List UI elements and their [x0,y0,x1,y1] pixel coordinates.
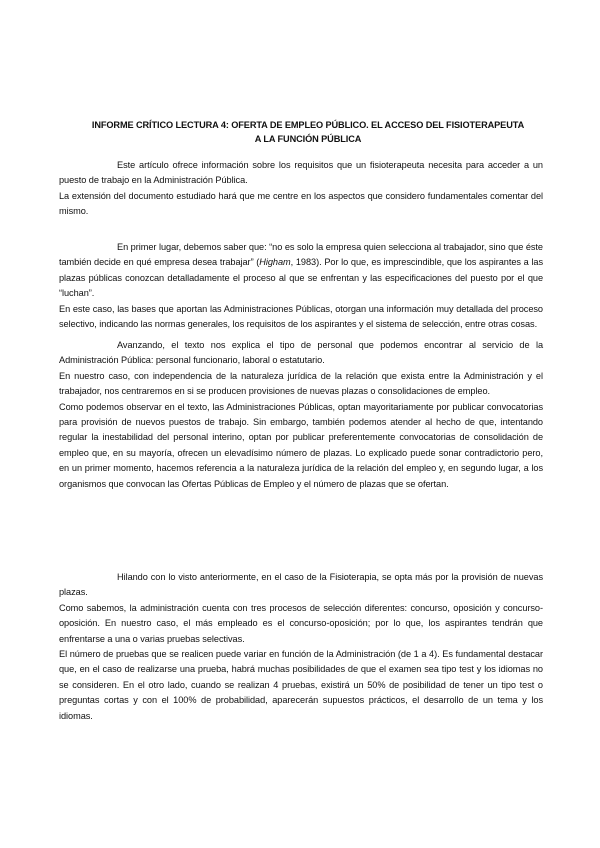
citation-author: Higham [259,257,291,268]
paragraph: Este artículo ofrece información sobre los requisitos que un fisioterapeuta necesita para acceder a un puesto de trabajo en la Administración Pública. [59,160,543,186]
section-first-point [59,240,543,332]
section-intro [59,158,543,220]
paragraph: En este caso, las bases que aportan las Administraciones Públicas, otorgan una información muy detallada del proceso selectivo, indicando las normas generales, los requisitos de los aspirantes y el sistema de selección, entre otras cosas. [59,303,543,330]
paragraph: El número de pruebas que se realicen puede variar en función de la Administración (de 1 a 4). Es fundamental destacar que, en el caso de realizarse una prueba, habrá muchas posibilidades de que el examen sea tipo test y los idiomas no se consideren. En el otro lado, cuando se realizan 4 pruebas, existirá un 50% de posibilidad de tener un tipo test o preguntas cortas y con el 100% de probabilidad, aparecerán supuestos prácticos, el desarrollo de un tema y los idiomas. [59,649,543,721]
paragraph-text: , 1983). Por lo que, es imprescindible, que los aspirantes a las plazas públicas conozcan detalladamente el proceso al que se enfrentan y las especificaciones del puesto por el que “luchan”. [59,257,543,299]
paragraph: En nuestro caso, con independencia de la naturaleza jurídica de la relación que exista entre la Administración y el trabajador, nos centraremos en si se producen provisiones de nuevas plazas o consolidaciones de empleo. [59,370,543,397]
paragraph: La extensión del documento estudiado hará que me centre en los aspectos que considero fundamentales comentar del mismo. [59,190,543,217]
paragraph [59,240,543,302]
section-personnel [59,338,543,492]
paragraph-text: En primer lugar, debemos saber que: “no es solo la empresa quien selecciona al trabajador, sino que éste también decide en qué empresa desea trabajar” ( [59,242,543,268]
document-title: INFORME CRÍTICO LECTURA 4: OFERTA DE EMPLEO PÚBLICO. EL ACCESO DEL FISIOTERAPEUTA A LA FUNCIÓN PÚBLICA [91,120,525,144]
section-physiotherapy [59,570,543,724]
paragraph: Como podemos observar en el texto, las Administraciones Públicas, optan mayoritariamente por publicar convocatorias para provisión de nuevos puestos de trabajo. Sin embargo, también podemos atender al hecho de que, intentando regular la inestabilidad del personal interino, optan por publicar preferentemente convocatorias de consolidación de empleo que, en su mayoría, ofrecen un elevadísimo número de plazas. Lo explicado puede sonar contradictorio pero, en un primer momento, hacemos referencia a la naturaleza jurídica de la relación del empleo y, en segundo lugar, a los organismos que convocan las Ofertas Públicas de Empleo y el número de plazas que se ofertan. [59,401,543,489]
paragraph: Como sabemos, la administración cuenta con tres procesos de selección diferentes: concurso, oposición y concurso-oposición. En nuestro caso, el más empleado es el concurso-oposición; por lo que, los aspirantes tendrán que enfrentarse a una o varias pruebas selectivas. [59,602,543,644]
paragraph: Hilando con lo visto anteriormente, en el caso de la Fisioterapia, se opta más por la provisión de nuevas plazas. [59,572,543,598]
paragraph: Avanzando, el texto nos explica el tipo de personal que podemos encontrar al servicio de la Administración Pública: personal funcionario, laboral o estatutario. [59,340,543,366]
